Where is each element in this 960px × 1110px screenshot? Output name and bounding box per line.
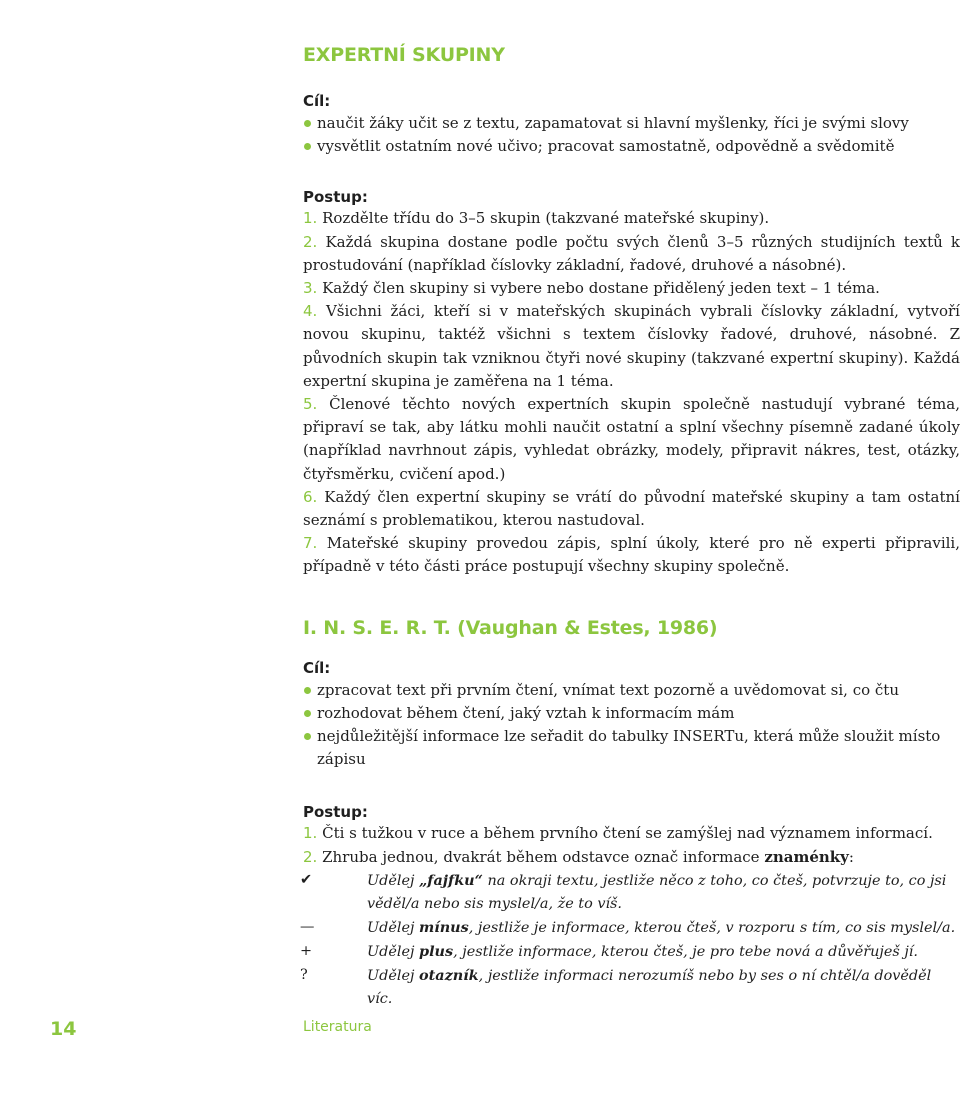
procedure-step: 3. Každý člen skupiny si vybere nebo dostane přidělený jeden text – 1 téma.: [303, 279, 880, 298]
bullet-icon: [304, 733, 311, 740]
page-number: 14: [50, 1018, 77, 1040]
sign-item: ? Udělej otazník, jestliže informaci nerozumíš nebo by ses o ní chtěl/a dověděl víc.: [303, 964, 960, 1011]
goal-list: [303, 112, 960, 158]
goal-item: zpracovat text při prvním čtení, vnímat text pozorně a uvědomovat si, co čtu: [303, 679, 960, 702]
procedure-step: 2. Zhruba jednou, dvakrát během odstavce označ informace znaménky:: [303, 847, 854, 866]
procedure-label: Postup:: [303, 803, 368, 822]
goal-item: naučit žáky učit se z textu, zapamatovat si hlavní myšlenky, říci je svými slovy: [303, 112, 960, 135]
procedure-step: 7. Mateřské skupiny provedou zápis, splní úkoly, které pro ně experti připravili, případně v této části práce postupují všechny skupiny společně.: [303, 534, 960, 576]
goal-item: vysvětlit ostatním nové učivo; pracovat samostatně, odpovědně a svědomitě: [303, 135, 960, 158]
page-content: [300, 44, 960, 1011]
bullet-icon: [304, 143, 311, 150]
running-title: Literatura: [303, 1019, 372, 1035]
procedure-step: 6. Každý člen expertní skupiny se vrátí do původní mateřské skupiny a tam ostatní seznámí s problematikou, kterou nastudoval.: [303, 487, 960, 530]
plus-icon: +: [300, 942, 313, 959]
checkmark-icon: ✔: [300, 871, 313, 888]
section-title-insert: I. N. S. E. R. T. (Vaughan & Estes, 1986): [303, 616, 718, 639]
procedure-step: 1. Rozdělte třídu do 3–5 skupin (takzvané mateřské skupiny).: [303, 209, 770, 228]
procedure-label: Postup:: [303, 188, 368, 207]
question-mark-icon: ?: [300, 966, 308, 983]
procedure-steps: [303, 207, 960, 578]
goal-list: [303, 679, 960, 772]
goal-item: rozhodovat během čtení, jaký vztah k informacím mám: [303, 702, 960, 725]
sign-list: [300, 869, 960, 1011]
bullet-icon: [304, 687, 311, 694]
sign-item: ✔ Udělej „fajfku“ na okraji textu, jestliže něco z toho, co čteš, potvrzuje to, co jsi věděl/a nebo sis myslel/a, že to víš.: [303, 869, 960, 916]
procedure-step: 2. Každá skupina dostane podle počtu svých členů 3–5 různých studijních textů k prostudování (například číslovky základní, řadové, druhové a násobné).: [303, 232, 960, 274]
goal-item: nejdůležitější informace lze seřadit do tabulky INSERTu, která může sloužit místo zápisu: [303, 725, 960, 771]
procedure-steps: [303, 822, 960, 868]
bullet-icon: [304, 120, 311, 127]
minus-icon: —: [300, 918, 315, 935]
sign-item: + Udělej plus, jestliže informace, kterou čteš, je pro tebe nová a důvěřuješ jí.: [303, 940, 960, 964]
bullet-icon: [304, 710, 311, 717]
goal-label: Cíl:: [303, 92, 331, 110]
goal-label: Cíl:: [303, 658, 331, 677]
procedure-step: 1. Čti s tužkou v ruce a během prvního čtení se zamýšlej nad významem informací.: [303, 824, 933, 843]
procedure-step: 5. Členové těchto nových expertních skupin společně nastudují vybrané téma, připraví se tak, aby látku mohli naučit ostatní a splní všechny písemně zadané úkoly (například navrhnout zápis, vyhledat obrázky, modely, připravit nákres, test, otázky, čtyřsměrku, cvičení apod.): [303, 395, 960, 483]
sign-item: — Udělej mínus, jestliže je informace, kterou čteš, v rozporu s tím, co sis myslel/a.: [303, 916, 960, 940]
procedure-step: 4. Všichni žáci, kteří si v mateřských skupinách vybrali číslovky základní, vytvoří novou skupinu, taktéž všichni s textem číslovky řadové, druhové, násobné. Z původních skupin tak vzniknou čtyři nové skupiny (takzvané expertní skupiny). Každá expertní skupina je zaměřena na 1 téma.: [303, 302, 960, 390]
section-title-expert-groups: EXPERTNÍ SKUPINY: [303, 44, 505, 66]
